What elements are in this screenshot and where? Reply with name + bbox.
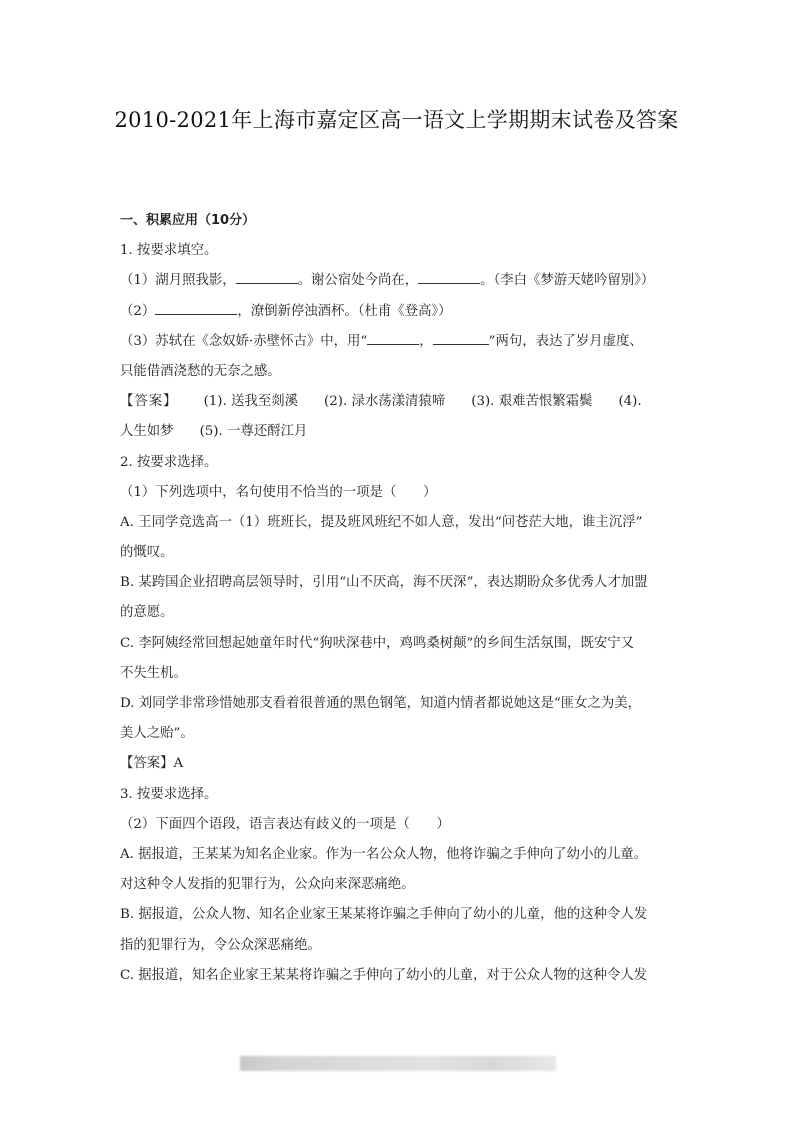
fill-blank (236, 271, 298, 284)
text: （2） (120, 303, 156, 319)
option-d: D. 刘同学非常珍惜她那支看着很普通的黑色钢笔，知道内情者都说她这是“匪女之为美， (120, 696, 642, 711)
text: 。谢公宿处今尚在， (297, 273, 419, 289)
answer-item: (5). 一尊还酹江月 (199, 424, 308, 440)
answer-item: (2). 渌水荡漾清猿啼 (324, 394, 446, 410)
document-title: 2010-2021年上海市嘉定区高一语文上学期期末试卷及答案 (114, 108, 679, 132)
answer-item: (1). 送我至剡溪 (203, 394, 298, 410)
question-1-part-1 (120, 266, 680, 296)
text: ，潦倒新停浊酒杯。（杜甫《登高》） (237, 303, 452, 319)
text: ”两句，表达了岁月虚度、 (488, 333, 643, 349)
question-1-answer-cont (120, 417, 680, 447)
option-a: A. 据报道，王某某为知名企业家。作为一名公众人物，他将诈骗之手伸向了幼小的儿童。 (120, 846, 648, 862)
question-1-part-3 (120, 327, 680, 357)
question-1-part-2 (120, 297, 680, 327)
option-c: C. 李阿姨经常回想起她童年时代“狗吠深巷中，鸡鸣桑树颠”的乡间生活氛围，既安宁又 (120, 635, 635, 651)
text: （3）苏轼在《念奴娇·赤壁怀古》中，用“ (120, 333, 368, 349)
option-d-cont: 美人之贻”。 (120, 726, 194, 742)
question-1-part-3-cont: 只能借酒浇愁的无奈之感。 (120, 363, 281, 379)
question-1-answer (120, 387, 680, 417)
option-a-cont: 的慨叹。 (120, 545, 174, 561)
blurred-footer-watermark (240, 1056, 556, 1071)
text: （1）湖月照我影， (120, 273, 236, 289)
fill-blank (418, 271, 480, 284)
option-c-cont: 不失生机。 (120, 665, 187, 681)
option-b-cont: 的意愿。 (120, 605, 174, 621)
fill-blank (155, 302, 237, 315)
option-a-cont: 对这种令人发指的犯罪行为，公众向来深恶痛绝。 (120, 877, 415, 893)
option-b: B. 某跨国企业招聘高层领导时，引用“山不厌高，海不厌深”，表达期盼众多优秀人才加盟 (120, 575, 648, 591)
document-body (120, 206, 680, 991)
fill-blank (433, 332, 489, 345)
question-3-stem: 3. 按要求选择。 (120, 786, 218, 802)
option-b-cont: 指的犯罪行为，令公众深恶痛绝。 (120, 937, 321, 953)
answer-item: (3). 艰难苦恨繁霜鬓 (471, 394, 593, 410)
text: ， (419, 333, 433, 349)
option-c: C. 据报道，知名企业家王某某将诈骗之手伸向了幼小的儿童，对于公众人物的这种令人发 (120, 967, 648, 983)
answer-item: (4). (618, 394, 642, 410)
question-1-stem: 1. 按要求填空。 (120, 243, 218, 259)
text: 。（李白《梦游天姥吟留别》） (480, 273, 655, 289)
section-heading: 一、积累应用（10分） (120, 213, 256, 228)
question-3-sub: （2）下面四个语段，语言表达有歧义的一项是（ ） (120, 816, 450, 832)
answer-item: 人生如梦 (120, 424, 174, 440)
question-2-stem: 2. 按要求选择。 (120, 454, 218, 470)
question-2-sub: （1）下列选项中，名句使用不恰当的一项是（ ） (120, 484, 437, 500)
option-a: A. 王同学竞选高一（1）班班长，提及班风班纪不如人意，发出“问苍茫大地，谁主沉浮” (120, 514, 643, 530)
question-2-answer: 【答案】A (120, 756, 184, 772)
fill-blank (367, 332, 419, 345)
option-b: B. 据报道，公众人物、知名企业家王某某将诈骗之手伸向了幼小的儿童，他的这种令人发 (120, 907, 648, 923)
answer-tag: 【答案】 (120, 394, 178, 410)
